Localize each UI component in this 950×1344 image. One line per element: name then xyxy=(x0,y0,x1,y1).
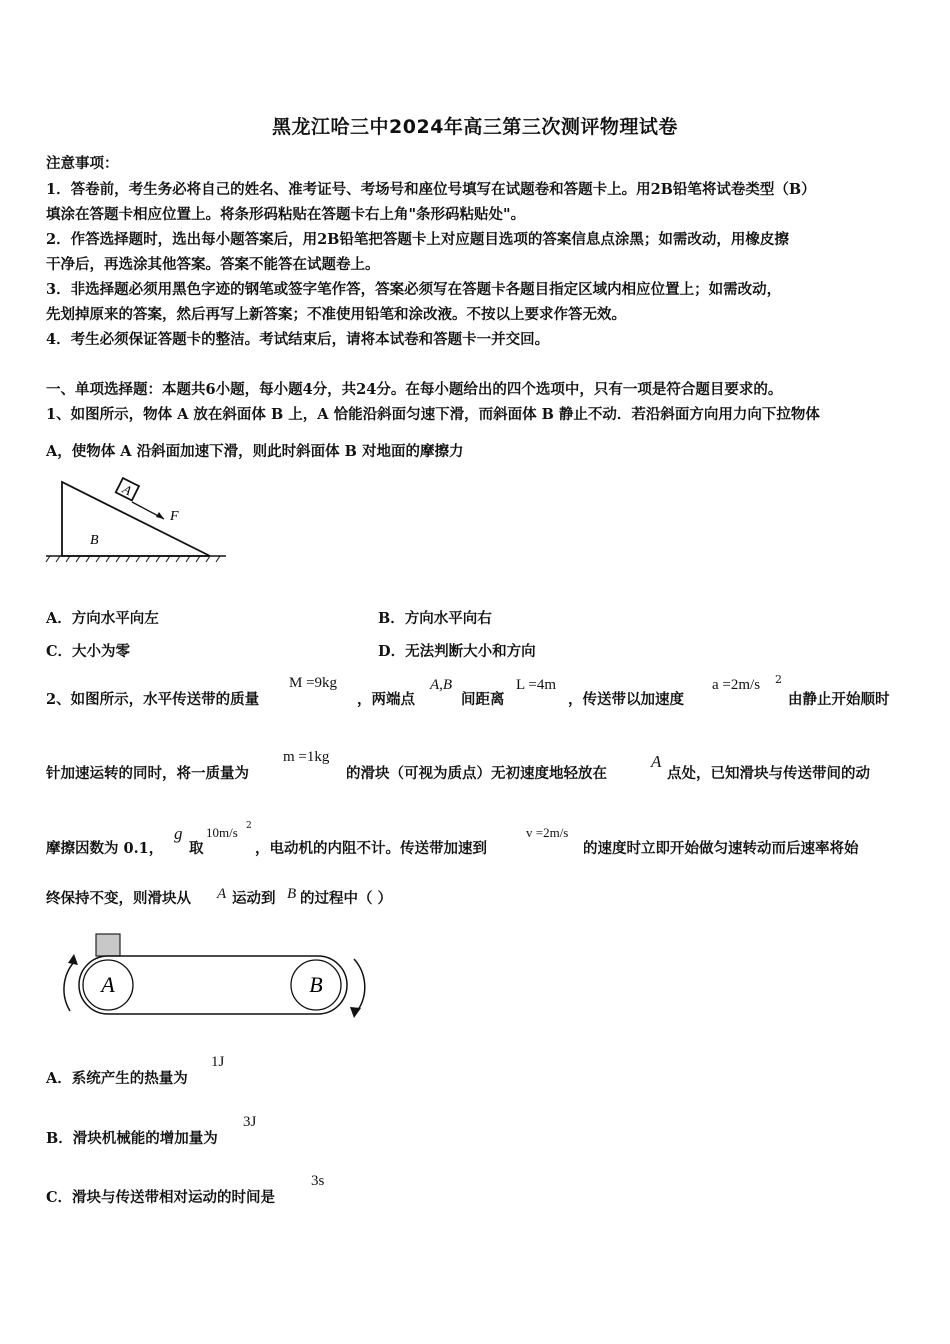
notice-line-6: 先划掉原来的答案，然后再写上新答案；不准使用铅笔和涂改液。不按以上要求作答无效。 xyxy=(46,306,626,323)
q2-option-b-value: 3J xyxy=(243,1114,257,1130)
notice-line-2: 填涂在答题卡相应位置上。将条形码粘贴在答题卡右上角"条形码粘贴处"。 xyxy=(46,206,526,223)
q2-text-7: 的滑块（可视为质点）无初速度地轻放在 xyxy=(346,765,607,782)
q2-text-14: 运动到 xyxy=(232,890,276,907)
wheel-b-label: B xyxy=(309,972,323,997)
q2-g-symbol: g xyxy=(174,824,183,843)
q2-g-exp: 2 xyxy=(246,821,252,831)
q2-point-a: A xyxy=(651,752,662,771)
q2-text-13: 终保持不变，则滑块从 xyxy=(46,890,191,907)
q2-text-1: 2、如图所示，水平传送带的质量 xyxy=(46,691,260,708)
q2-text-10: 取 xyxy=(189,840,204,857)
q2-text-8: 点处，已知滑块与传送带间的动 xyxy=(667,765,870,782)
q2-text-12: 的速度时立即开始做匀速转动而后速率将始 xyxy=(583,840,859,857)
q2-option-a-value: 1J xyxy=(211,1054,225,1070)
q2-velocity: v =2m/s xyxy=(526,825,569,840)
notice-line-1: 1．答卷前，考生务必将自己的姓名、准考证号、考场号和座位号填写在试题卷和答题卡上。用2B铅笔将试卷类型（B） xyxy=(46,181,816,198)
q2-option-a-text[interactable]: A．系统产生的热量为 xyxy=(46,1070,188,1087)
block-a xyxy=(116,478,139,500)
notice-line-7: 4．考生必须保证答题卡的整洁。考试结束后，请将本试卷和答题卡一并交回。 xyxy=(46,331,550,348)
wedge-label: B xyxy=(90,533,99,548)
q2-text-3: 间距离 xyxy=(461,691,505,708)
q2-acceleration-exp: 2 xyxy=(775,673,782,686)
q2-text-6: 针加速运转的同时，将一质量为 xyxy=(46,765,249,782)
q2-conveyor-figure xyxy=(50,928,380,1028)
q2-symbol-a: A xyxy=(217,886,227,902)
q2-text-9: 摩擦因数为 0.1， xyxy=(46,840,164,857)
q2-acceleration: a =2m/s xyxy=(712,677,761,693)
notice-heading: 注意事项： xyxy=(46,155,119,172)
q1-stem-line-2: A，使物体 A 沿斜面加速下滑，则此时斜面体 B 对地面的摩擦力 xyxy=(46,443,464,460)
q2-option-c-value: 3s xyxy=(311,1173,325,1189)
q2-text-11: ，电动机的内阻不计。传送带加速到 xyxy=(255,840,487,857)
q2-text-2: ，两端点 xyxy=(357,691,415,708)
q2-text-5: 由静止开始顺时 xyxy=(788,691,890,708)
q2-mass-m-small: m =1kg xyxy=(283,749,330,765)
force-label: F xyxy=(170,509,179,524)
q2-text-15: 的过程中（ ） xyxy=(300,890,393,907)
page-title: 黑龙江哈三中2024年高三第三次测评物理试卷 xyxy=(272,116,678,138)
q1-incline-figure xyxy=(40,476,230,566)
wheel-a-label: A xyxy=(101,972,115,997)
q2-length: L =4m xyxy=(516,677,556,693)
slider-block xyxy=(96,934,120,956)
q1-option-c[interactable]: C．大小为零 xyxy=(46,643,131,660)
q1-stem-line-1: 1、如图所示，物体 A 放在斜面体 B 上，A 恰能沿斜面匀速下滑，而斜面体 B 静止不动．若沿斜面方向用力向下拉物体 xyxy=(46,406,820,423)
force-arrowhead xyxy=(156,512,164,519)
notice-line-5: 3．非选择题必须用黑色字迹的钢笔或签字笔作答，答案必须写在答题卡各题目指定区域内相应位置上；如需改动， xyxy=(46,281,782,298)
q2-option-c-text[interactable]: C．滑块与传送带相对运动的时间是 xyxy=(46,1189,276,1206)
q1-option-d[interactable]: D．无法判断大小和方向 xyxy=(378,643,536,660)
notice-line-3: 2．作答选择题时，选出每小题答案后，用2B铅笔把答题卡上对应题目选项的答案信息点涂黑；如需改动，用橡皮擦 xyxy=(46,231,789,248)
q2-mass-m-big: M =9kg xyxy=(289,675,338,691)
section-heading: 一、单项选择题：本题共6小题，每小题4分，共24分。在每小题给出的四个选项中，只有一项是符合题目要求的。 xyxy=(46,381,783,398)
q2-symbol-b: B xyxy=(287,886,297,902)
ground-hatching xyxy=(46,556,220,562)
q2-g-value: 10m/s xyxy=(206,825,238,840)
q1-option-b[interactable]: B．方向水平向右 xyxy=(378,610,492,627)
q2-option-b-text[interactable]: B．滑块机械能的增加量为 xyxy=(46,1130,218,1147)
q2-text-4: ，传送带以加速度 xyxy=(568,691,684,708)
block-a-label: A xyxy=(120,481,135,499)
notice-line-4: 干净后，再选涂其他答案。答案不能答在试题卷上。 xyxy=(46,256,380,273)
rotation-arrow-left xyxy=(64,962,74,1011)
rotation-arrow-right xyxy=(354,959,365,1010)
q2-ab-symbol: A,B xyxy=(430,677,453,693)
q1-option-a[interactable]: A．方向水平向左 xyxy=(46,610,159,627)
